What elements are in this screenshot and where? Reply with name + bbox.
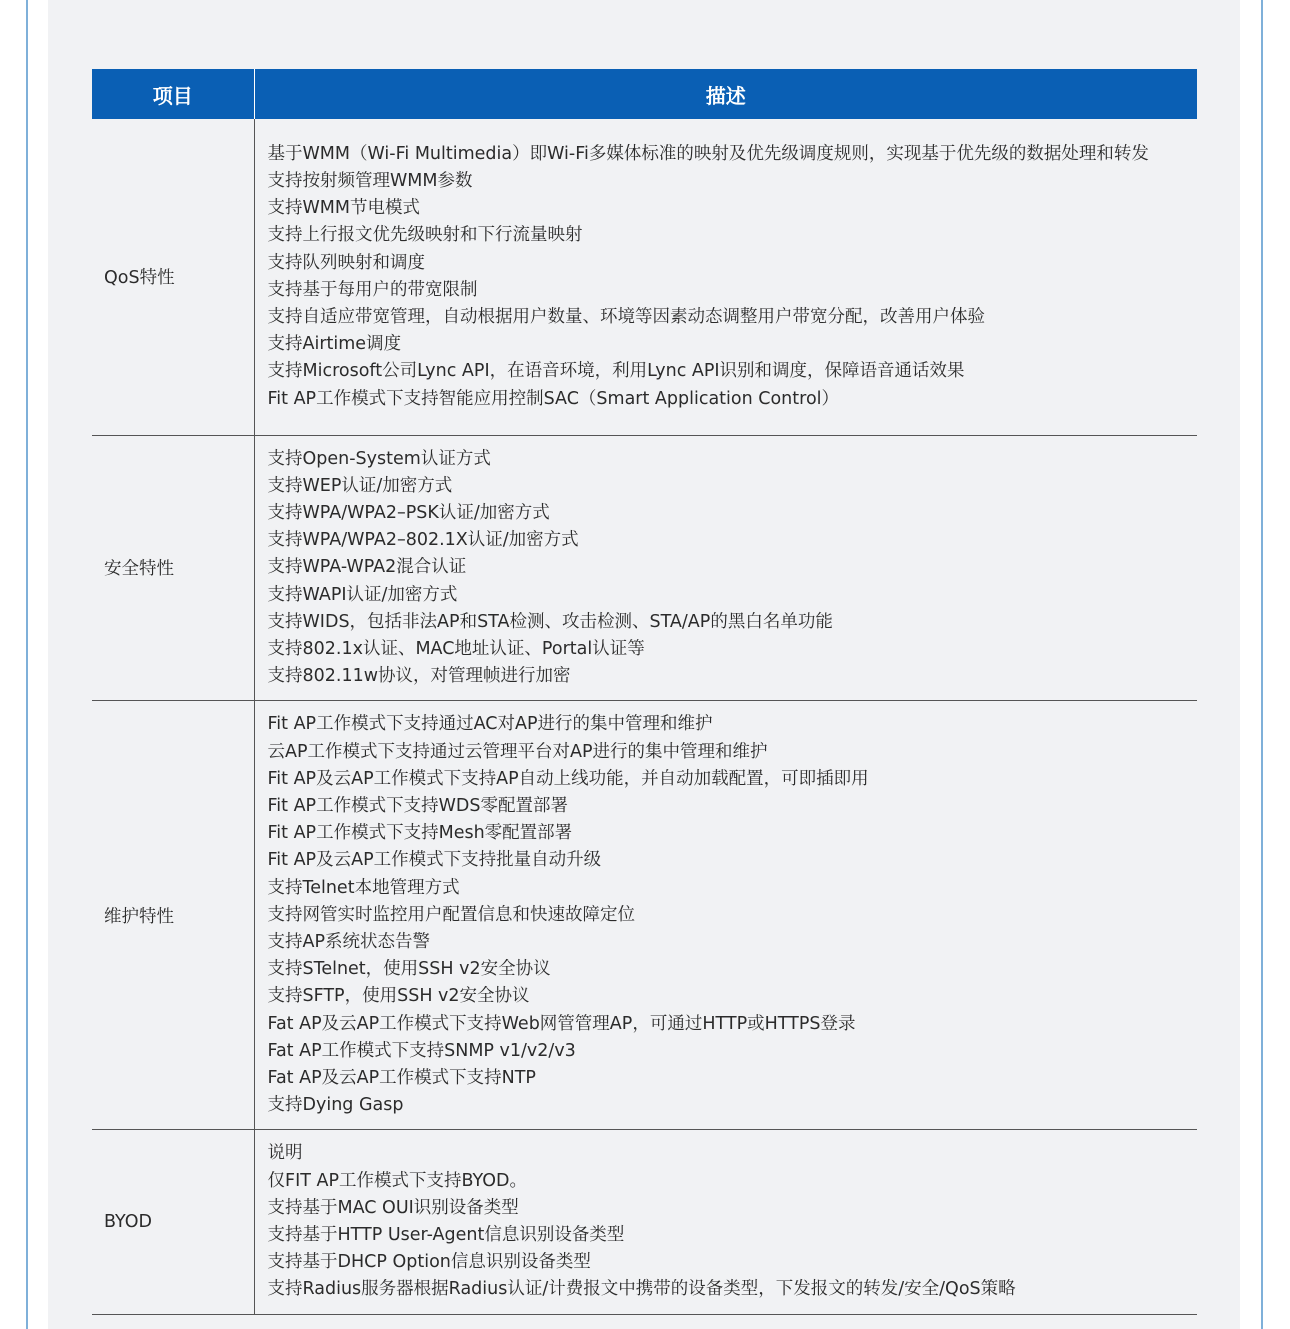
description-line: 支持STelnet，使用SSH v2安全协议 (267, 959, 551, 980)
frame-border-right (1261, 0, 1263, 1329)
description-line: 支持WPA/WPA2–PSK认证/加密方式 (267, 502, 550, 523)
description-line: Fat AP及云AP工作模式下支持Web网管管理AP，可通过HTTP或HTTPS登录 (267, 1013, 856, 1034)
description-line: 云AP工作模式下支持通过云管理平台对AP进行的集中管理和维护 (267, 741, 768, 762)
description-line: 支持WAPI认证/加密方式 (267, 584, 458, 605)
description-line: 支持WIDS，包括非法AP和STA检测、攻击检测、STA/AP的黑白名单功能 (267, 611, 833, 632)
table-row (92, 119, 1197, 435)
description-line: Fit AP工作模式下支持WDS零配置部署 (267, 795, 568, 816)
row-description (254, 1130, 1197, 1314)
row-description (254, 701, 1197, 1130)
description-line: 支持Telnet本地管理方式 (267, 877, 460, 898)
description-line: 支持AP系统状态告警 (267, 931, 431, 952)
description-line: 支持自适应带宽管理，自动根据用户数量、环境等因素动态调整用户带宽分配，改善用户体验 (267, 306, 985, 327)
row-description (254, 119, 1197, 435)
description-line: 支持网管实时监控用户配置信息和快速故障定位 (267, 904, 635, 925)
description-line: 支持Open-System认证方式 (267, 448, 491, 469)
table-row (92, 435, 1197, 701)
spec-table (92, 69, 1197, 1315)
description-line: Fit AP及云AP工作模式下支持批量自动升级 (267, 850, 602, 871)
row-item-label: 维护特性 (92, 701, 254, 1130)
description-line: 支持Radius服务器根据Radius认证/计费报文中携带的设备类型，下发报文的转发/安全/QoS策略 (267, 1279, 1016, 1300)
description-line: 仅FIT AP工作模式下支持BYOD。 (267, 1170, 528, 1191)
row-item-label: QoS特性 (92, 119, 254, 435)
row-description (254, 435, 1197, 701)
table-header-row (92, 69, 1197, 119)
description-line: 支持队列映射和调度 (267, 252, 425, 273)
description-line: Fat AP及云AP工作模式下支持NTP (267, 1067, 536, 1088)
description-line: Fit AP工作模式下支持通过AC对AP进行的集中管理和维护 (267, 714, 713, 735)
description-line: 支持基于每用户的带宽限制 (267, 279, 478, 300)
description-line: Fit AP工作模式下支持智能应用控制SAC（Smart Application Control） (267, 388, 840, 409)
column-header-description: 描述 (254, 69, 1197, 119)
description-line: 支持WPA-WPA2混合认证 (267, 557, 467, 578)
frame-border-left (26, 0, 28, 1329)
table-row (92, 1130, 1197, 1314)
description-line: 支持802.11w协议，对管理帧进行加密 (267, 666, 571, 687)
description-line: Fit AP及云AP工作模式下支持AP自动上线功能，并自动加载配置，可即插即用 (267, 768, 869, 789)
description-line: 支持上行报文优先级映射和下行流量映射 (267, 225, 583, 246)
row-item-label: BYOD (92, 1130, 254, 1314)
description-line: 基于WMM（Wi-Fi Multimedia）即Wi-Fi多媒体标准的映射及优先级调度规则，实现基于优先级的数据处理和转发 (267, 143, 1149, 164)
description-line: 支持802.1x认证、MAC地址认证、Portal认证等 (267, 638, 645, 659)
description-line: 支持WEP认证/加密方式 (267, 475, 453, 496)
description-line: 支持WMM节电模式 (267, 198, 421, 219)
table-row (92, 701, 1197, 1130)
description-line: Fit AP工作模式下支持Mesh零配置部署 (267, 823, 573, 844)
description-line: 支持Airtime调度 (267, 334, 402, 355)
description-line: 支持SFTP，使用SSH v2安全协议 (267, 986, 530, 1007)
description-line: 支持基于MAC OUI识别设备类型 (267, 1197, 519, 1218)
description-line: 支持Dying Gasp (267, 1095, 404, 1116)
description-line: 支持Microsoft公司Lync API，在语音环境，利用Lync API识别和调度，保障语音通话效果 (267, 361, 965, 382)
description-line: 支持WPA/WPA2–802.1X认证/加密方式 (267, 530, 579, 551)
description-line: 说明 (267, 1143, 303, 1164)
description-line: 支持按射频管理WMM参数 (267, 170, 473, 191)
description-line: Fat AP工作模式下支持SNMP v1/v2/v3 (267, 1040, 576, 1061)
description-line: 支持基于HTTP User-Agent信息识别设备类型 (267, 1224, 625, 1245)
row-item-label: 安全特性 (92, 435, 254, 701)
table-body (92, 119, 1197, 1314)
column-header-item: 项目 (92, 69, 254, 119)
description-line: 支持基于DHCP Option信息识别设备类型 (267, 1252, 591, 1273)
